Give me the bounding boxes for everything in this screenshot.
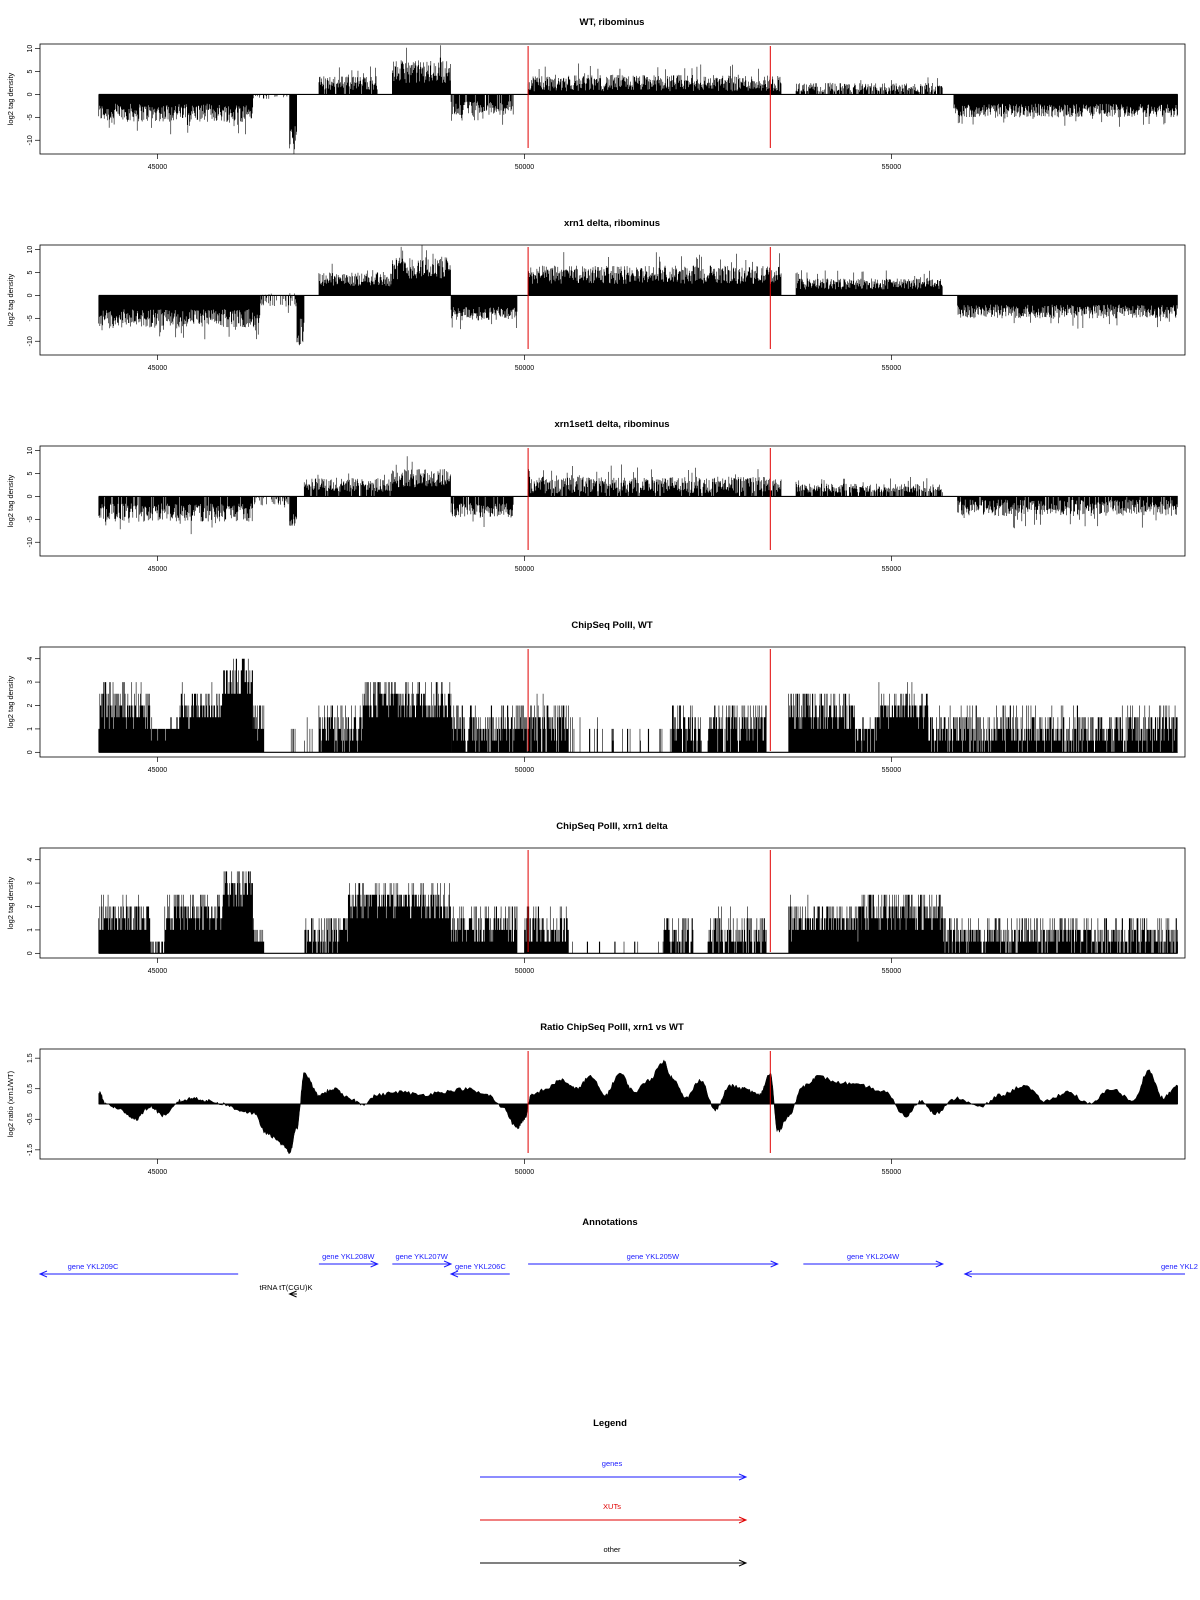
y-tick-label: 5 (27, 69, 34, 74)
feature-label: gene YKL207W (395, 1252, 448, 1261)
y-axis-label: log2 tag density (6, 72, 15, 126)
x-tick-label: 55000 (881, 968, 902, 975)
y-tick-label: -10 (27, 336, 34, 347)
y-tick-label: 4 (27, 656, 34, 661)
x-tick-label: 50000 (514, 164, 535, 171)
y-tick-label: 1 (27, 726, 34, 731)
annotation-other (260, 1283, 313, 1297)
feature-label: gene YKL209C (67, 1262, 119, 1271)
legend-label: XUTs (603, 1502, 621, 1511)
annotations-title: Annotations (582, 1217, 638, 1228)
x-tick-label: 55000 (881, 1169, 902, 1176)
y-tick-label: 4 (27, 857, 34, 862)
y-tick-label: 10 (27, 44, 34, 53)
panel-title: WT, ribominus (579, 17, 645, 28)
annotation-gene (965, 1262, 1198, 1277)
legend (480, 1418, 746, 1566)
y-tick-label: -1.5 (27, 1143, 34, 1156)
chart-panels (6, 17, 1185, 1176)
legend-item-gene (480, 1459, 746, 1480)
legend-label: genes (601, 1459, 623, 1468)
x-tick-label: 50000 (514, 365, 535, 372)
signal-xrn1set1-ribominus (99, 456, 1178, 534)
x-tick-label: 55000 (881, 566, 902, 573)
legend-label: other (603, 1545, 621, 1554)
annotation-gene (528, 1252, 778, 1267)
annotation-gene (451, 1262, 510, 1277)
panel-title: xrn1set1 delta, ribominus (554, 419, 670, 430)
x-tick-label: 50000 (514, 566, 535, 573)
y-tick-label: 10 (27, 446, 34, 455)
feature-label: gene YKL206C (455, 1262, 506, 1271)
annotation-features (40, 1252, 1198, 1297)
y-tick-label: 5 (27, 471, 34, 476)
x-tick-label: 45000 (147, 767, 168, 774)
ratio-area (99, 1060, 1178, 1154)
y-tick-label: 0 (27, 293, 34, 298)
annotation-gene (319, 1252, 378, 1267)
signal-bars (99, 456, 1178, 534)
legend-item-xut (480, 1502, 746, 1523)
x-tick-label: 55000 (881, 365, 902, 372)
feature-label: tRNA tT(CGU)K (259, 1283, 313, 1292)
panel-xrn1set1-ribominus (6, 419, 1185, 573)
signal-xrn1-ribominus (99, 245, 1178, 345)
y-tick-label: 10 (27, 245, 34, 254)
y-tick-label: -5 (27, 315, 34, 322)
panel-title: Ratio ChipSeq PolII, xrn1 vs WT (540, 1022, 684, 1033)
signal-wt-ribominus (99, 45, 1178, 154)
x-tick-label: 50000 (514, 767, 535, 774)
y-tick-label: -10 (27, 135, 34, 146)
x-tick-label: 50000 (514, 1169, 535, 1176)
y-axis-label: log2 tag density (6, 273, 15, 327)
panel-chipseq-xrn1 (6, 821, 1185, 975)
panel-ratio-chipseq (6, 1022, 1185, 1176)
legend-item-other (480, 1545, 746, 1566)
signal-bars (99, 659, 1178, 753)
x-tick-label: 55000 (881, 164, 902, 171)
feature-label: gene YKL208W (322, 1252, 375, 1261)
y-tick-label: -5 (27, 516, 34, 523)
y-tick-label: 0 (27, 750, 34, 755)
annotation-gene (803, 1252, 942, 1267)
x-tick-label: 45000 (147, 164, 168, 171)
signal-bars (99, 871, 1178, 953)
y-tick-label: 0 (27, 92, 34, 97)
y-tick-label: 5 (27, 270, 34, 275)
y-tick-label: 1 (27, 927, 34, 932)
x-tick-label: 50000 (514, 968, 535, 975)
y-tick-label: 2 (27, 904, 34, 909)
signal-chipseq-wt (99, 659, 1178, 753)
legend-items (480, 1459, 746, 1566)
legend-title: Legend (593, 1418, 627, 1429)
feature-label: gene YKL204W (846, 1252, 900, 1261)
y-tick-label: 1.5 (27, 1053, 34, 1064)
annotation-gene (40, 1262, 238, 1277)
x-tick-label: 55000 (881, 767, 902, 774)
y-tick-label: -5 (27, 114, 34, 121)
panel-wt-ribominus (6, 17, 1185, 171)
annotations-track (40, 1217, 1198, 1297)
signal-bars (99, 45, 1178, 154)
y-tick-label: 0 (27, 951, 34, 956)
panel-title: ChipSeq PolII, WT (571, 620, 653, 631)
panel-title: xrn1 delta, ribominus (563, 218, 661, 229)
y-tick-label: -0.5 (27, 1113, 34, 1126)
y-tick-label: -10 (27, 537, 34, 548)
panel-chipseq-wt (6, 620, 1185, 774)
x-tick-label: 45000 (147, 968, 168, 975)
y-axis-label: log2 tag density (6, 474, 15, 528)
panel-title: ChipSeq PolII, xrn1 delta (556, 821, 668, 832)
x-tick-label: 45000 (147, 365, 168, 372)
y-axis-label: log2 tag density (6, 675, 15, 729)
y-tick-label: 0 (27, 494, 34, 499)
signal-ratio-chipseq (99, 1060, 1178, 1154)
annotation-gene (392, 1252, 451, 1267)
y-axis-label: log2 ratio (xrn1/WT) (6, 1070, 15, 1138)
signal-chipseq-xrn1 (99, 871, 1178, 953)
x-tick-label: 45000 (147, 1169, 168, 1176)
y-tick-label: 2 (27, 703, 34, 708)
y-axis-label: log2 tag density (6, 876, 15, 930)
x-tick-label: 45000 (147, 566, 168, 573)
y-tick-label: 3 (27, 680, 34, 685)
y-tick-label: 0.5 (27, 1083, 34, 1094)
panel-xrn1-ribominus (6, 218, 1185, 372)
feature-label: gene YKL2 (1161, 1262, 1198, 1271)
feature-label: gene YKL205W (626, 1252, 680, 1261)
y-tick-label: 3 (27, 881, 34, 886)
